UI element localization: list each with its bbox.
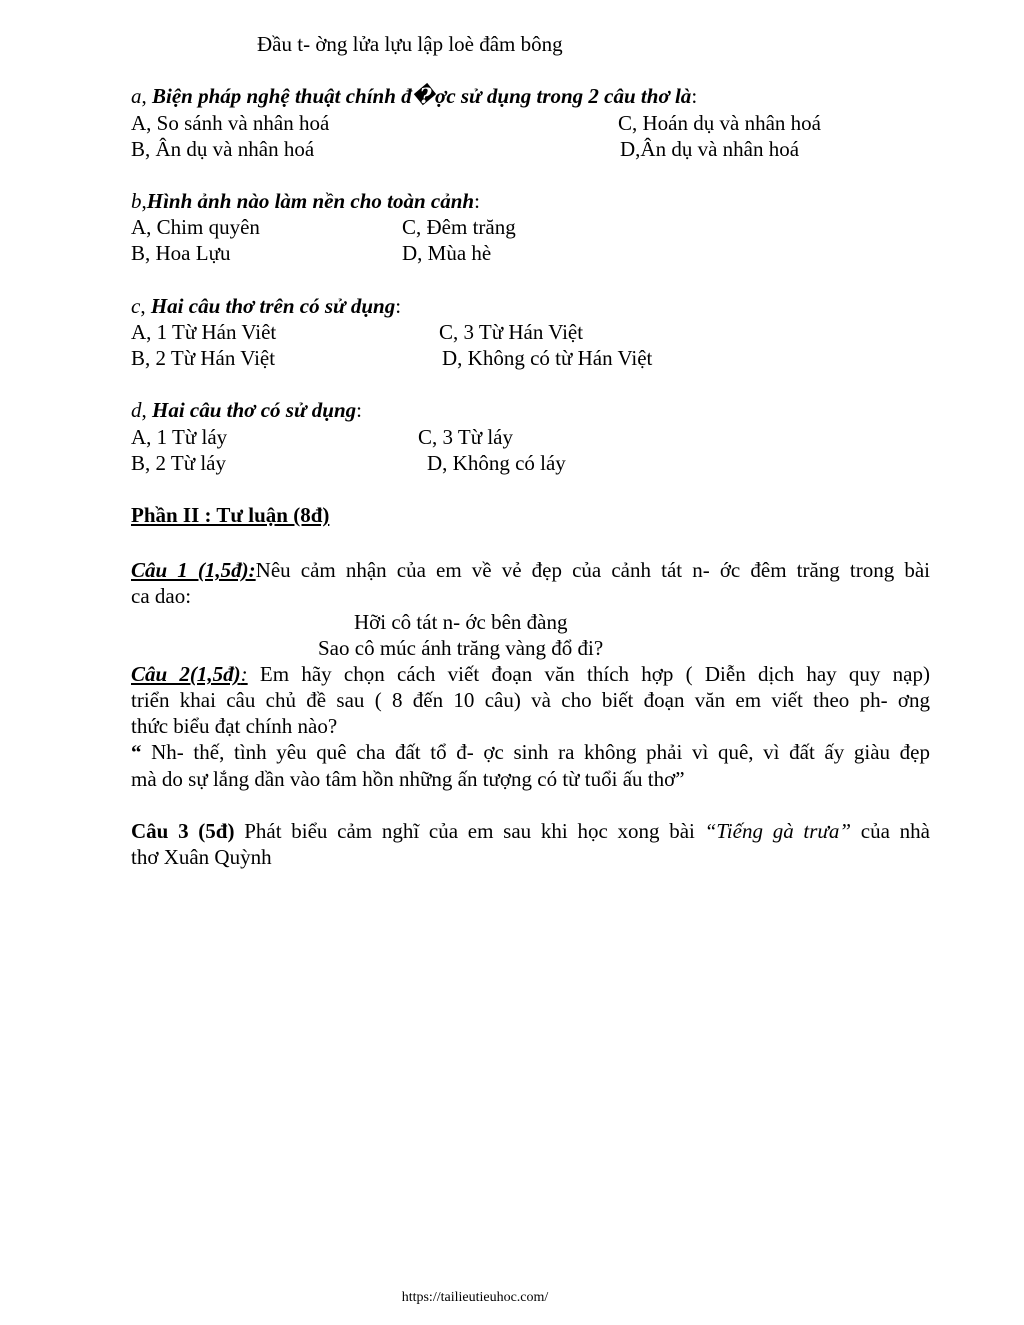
option-b-B: B, Hoa Lựu bbox=[131, 241, 231, 265]
question-text: Hình ảnh nào làm nền cho toàn cảnh bbox=[146, 189, 475, 213]
question-letter: c bbox=[131, 294, 141, 318]
option-d-D: D, Không có láy bbox=[427, 451, 566, 475]
question-text: Biện pháp nghệ thuật chính đ�ợc sử dụng trong 2 câu thơ là bbox=[152, 84, 692, 108]
question-colon: : bbox=[356, 398, 362, 422]
question-letter: d bbox=[131, 398, 142, 422]
option-c-C: C, 3 Từ Hán Việt bbox=[439, 320, 584, 344]
part2-heading: Phần II : Tư luận (8đ) bbox=[131, 503, 330, 527]
question-colon: : bbox=[691, 84, 698, 108]
cau2-quote-line1 bbox=[131, 739, 930, 765]
cau3-label: Câu 3 (5đ) bbox=[131, 819, 235, 843]
cau2-text: Em hãy chọn cách viết đoạn văn thích hợp ( Diễn dịch hay quy nạp) bbox=[247, 662, 930, 686]
question-a-prompt bbox=[131, 83, 697, 109]
question-b-prompt bbox=[131, 188, 480, 214]
cau1-line2: ca dao: bbox=[131, 584, 192, 608]
cau2-line1 bbox=[131, 661, 930, 687]
cau3-line2: thơ Xuân Quỳnh bbox=[131, 845, 272, 869]
option-a-B: B, Ân dụ và nhân hoá bbox=[131, 137, 315, 161]
question-c-prompt bbox=[131, 293, 401, 319]
cau3-title: “Tiếng gà trưa” bbox=[704, 819, 852, 843]
option-b-C: C, Đêm trăng bbox=[402, 215, 516, 239]
option-d-C: C, 3 Từ láy bbox=[418, 425, 513, 449]
question-sep: , bbox=[141, 84, 152, 108]
question-text: Hai câu thơ có sử dụng bbox=[152, 398, 357, 422]
quote-open-mark: “ bbox=[131, 740, 142, 764]
cau3-line1 bbox=[131, 818, 930, 844]
cau1-verse2: Sao cô múc ánh trăng vàng đổ đi? bbox=[318, 636, 604, 660]
option-a-A: A, So sánh và nhân hoá bbox=[131, 111, 330, 135]
cau2-line2: triển khai câu chủ đề sau ( 8 đến 10 câu) và cho biết đoạn văn em viết theo ph- ơng bbox=[131, 688, 930, 712]
option-a-C: C, Hoán dụ và nhân hoá bbox=[618, 111, 821, 135]
cau2-label-colon: : bbox=[240, 662, 248, 686]
question-sep: , bbox=[141, 189, 147, 213]
question-sep: , bbox=[140, 294, 151, 318]
option-b-A: A, Chim quyên bbox=[131, 215, 260, 239]
footer-url: https://tailieutieuhoc.com/ bbox=[401, 1290, 549, 1305]
option-b-D: D, Mùa hè bbox=[402, 241, 492, 265]
option-c-D: D, Không có từ Hán Việt bbox=[442, 346, 653, 370]
question-sep: , bbox=[141, 398, 152, 422]
question-d-prompt bbox=[131, 397, 362, 423]
cau2-label: Câu 2(1,5đ) bbox=[131, 662, 241, 686]
cau3-text-after: của nhà bbox=[851, 819, 930, 843]
option-c-A: A, 1 Từ Hán Viêt bbox=[131, 320, 277, 344]
cau1-line1 bbox=[131, 557, 930, 583]
question-colon: : bbox=[395, 294, 402, 318]
question-letter: a bbox=[131, 84, 142, 108]
option-c-B: B, 2 Từ Hán Việt bbox=[131, 346, 276, 370]
question-colon: : bbox=[474, 189, 480, 213]
cau2-line3: thức biểu đạt chính nào? bbox=[131, 714, 338, 738]
cau1-text: Nêu cảm nhận của em về vẻ đẹp của cảnh tát n- ớc đêm trăng trong bài bbox=[255, 558, 930, 582]
option-a-D: D,Ân dụ và nhân hoá bbox=[620, 137, 800, 161]
question-text: Hai câu thơ trên có sử dụng bbox=[150, 294, 396, 318]
question-letter: b bbox=[131, 189, 142, 213]
cau2-quote-text: Nh- thế, tình yêu quê cha đất tổ đ- ợc sinh ra không phải vì quê, vì đất ấy giàu đẹp bbox=[141, 740, 930, 764]
cau2-quote-line2: mà do sự lắng dần vào tâm hồn những ấn tượng có từ tuổi ấu thơ” bbox=[131, 767, 685, 791]
option-d-A: A, 1 Từ láy bbox=[131, 425, 228, 449]
option-d-B: B, 2 Từ láy bbox=[131, 451, 226, 475]
poem-line: Đầu t- ờng lửa lựu lập loè đâm bông bbox=[257, 32, 563, 56]
cau1-label: Câu 1 (1,5đ): bbox=[131, 558, 256, 582]
cau3-text: Phát biểu cảm nghĩ của em sau khi học xong bài bbox=[234, 819, 705, 843]
cau1-verse1: Hỡi cô tát n- ớc bên đàng bbox=[354, 610, 568, 634]
